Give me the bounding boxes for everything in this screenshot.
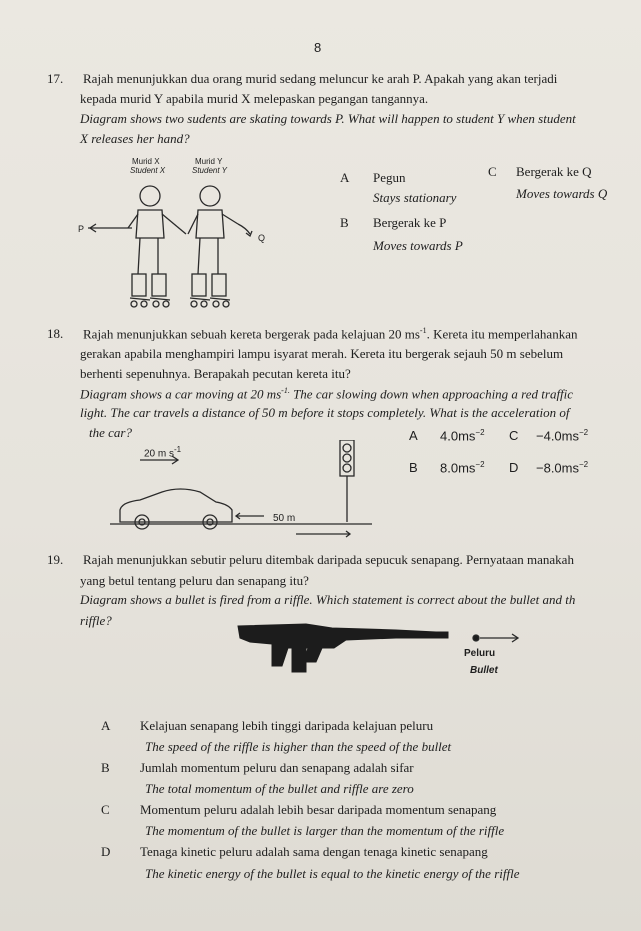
q18-option-a-value: $4.0ms^{-2}$ (440, 428, 485, 444)
q18-english-line2: light. The car travels a distance of 50 m before it stops completely. What is the acceleration of (80, 405, 570, 420)
q18-malay-line3: berhenti sepenuhnya. Berapakah pecutan kereta itu? (80, 366, 351, 381)
q19-option-a-english: The speed of the riffle is higher than the speed of the bullet (145, 739, 452, 754)
q18-option-c-value: $-4.0ms^{-2}$ (536, 428, 589, 444)
q18-option-a-letter[interactable]: A (409, 428, 418, 443)
q19-english-line1: Diagram shows a bullet is fired from a riffle. Which statement is correct about the bullet and th (80, 592, 576, 607)
student-x-head (140, 186, 160, 206)
label-murid-x: Murid X (132, 157, 160, 166)
q17-malay-line1: Rajah menunjukkan dua orang murid sedang meluncur ke arah P. Apakah yang akan terjadi (83, 71, 558, 86)
q19-option-c-malay: Momentum peluru adalah lebih besar daripada momentum senapang (140, 802, 497, 817)
q19-option-c-english: The momentum of the bullet is larger than the momentum of the riffle (145, 823, 505, 838)
q17-malay-line2: kepada murid Y apabila murid X melepaskan pegangan tangannya. (80, 91, 429, 106)
label-bullet: Bullet (470, 665, 498, 676)
q19-option-b-malay: Jumlah momentum peluru dan senapang adalah sifar (140, 760, 414, 775)
q17-option-b-letter[interactable]: B (340, 215, 349, 230)
student-y-body (196, 210, 224, 238)
label-p: P (78, 224, 85, 234)
q17-english-line2: X releases her hand? (80, 131, 190, 146)
q18-english-line3: the car? (89, 425, 132, 440)
label-peluru: Peluru (464, 648, 496, 659)
q17-option-a-letter[interactable]: A (340, 170, 350, 185)
q17-english-line1: Diagram shows two sudents are skating towards P. What will happen to student Y when student (80, 111, 576, 126)
q17-option-a-malay: Pegun (373, 170, 406, 185)
q18-number: 18. (47, 326, 64, 341)
label-student-x: Student X (130, 166, 166, 175)
q18-option-d-letter[interactable]: D (509, 460, 519, 475)
q19-option-a-malay: Kelajuan senapang lebih tinggi daripada kelajuan peluru (140, 718, 434, 733)
car-figure (110, 440, 390, 540)
skaters-figure (88, 176, 268, 316)
label-student-y: Student Y (192, 166, 227, 175)
q17-option-c-english: Moves towards Q (516, 186, 608, 201)
q18-english-line1: Diagram shows a car moving at 20 $ms^{-1.}$ The car slowing down when approaching a red traffic (80, 386, 574, 402)
q19-option-a-letter[interactable]: A (101, 718, 111, 733)
rifle-magazine (292, 644, 306, 672)
student-x-body (136, 210, 164, 238)
page-number: 8 (314, 40, 322, 55)
q19-malay-line1: Rajah menunjukkan sebutir peluru ditembak daripada sepucuk senapang. Pernyataan manakah (83, 552, 574, 567)
q17-option-c-letter[interactable]: C (488, 164, 497, 179)
q17-number: 17. (47, 71, 64, 86)
distance-label: 50 m (273, 513, 296, 524)
q19-number: 19. (47, 552, 64, 567)
q19-option-d-letter[interactable]: D (101, 844, 111, 859)
student-y-head (200, 186, 220, 206)
q19-option-d-malay: Tenaga kinetic peluru adalah sama dengan tenaga kinetic senapang (140, 844, 488, 859)
q19-malay-line2: yang betul tentang peluru dan senapang itu? (80, 573, 309, 588)
arrow-to-q (238, 224, 250, 234)
label-murid-y: Murid Y (195, 157, 223, 166)
q19-english-line2: riffle? (80, 613, 112, 628)
q19-option-d-english: The kinetic energy of the bullet is equal to the kinetic energy of the riffle (145, 866, 520, 881)
speed-label: 20 m $s^{-1}$ (144, 445, 182, 460)
q18-option-d-value: $-8.0ms^{-2}$ (536, 460, 589, 476)
q19-option-b-letter[interactable]: B (101, 760, 110, 775)
q18-option-c-letter[interactable]: C (509, 428, 519, 443)
label-q: Q (258, 233, 266, 243)
traffic-light (340, 440, 354, 476)
q17-option-b-english: Moves towards P (373, 238, 463, 253)
rifle-body (238, 624, 448, 666)
bullet-dot (473, 635, 479, 641)
q18-option-b-value: $8.0ms^{-2}$ (440, 460, 485, 476)
q19-option-b-english: The total momentum of the bullet and riffle are zero (145, 781, 414, 796)
q19-option-c-letter[interactable]: C (101, 802, 110, 817)
q18-option-b-letter[interactable]: B (409, 460, 418, 475)
q18-malay-line2: gerakan apabila menghampiri lampu isyarat merah. Kereta itu bergerak sejauh 50 m sebelum (80, 346, 564, 361)
q17-option-a-english: Stays stationary (373, 190, 457, 205)
q18-malay-line1: Rajah menunjukkan sebuah kereta bergerak pada kelajuan 20 $ms^{-1}$. Kereta itu memperlahankan (83, 326, 578, 342)
q17-option-b-malay: Bergerak ke P (373, 215, 447, 230)
q17-option-c-malay: Bergerak ke Q (516, 164, 592, 179)
